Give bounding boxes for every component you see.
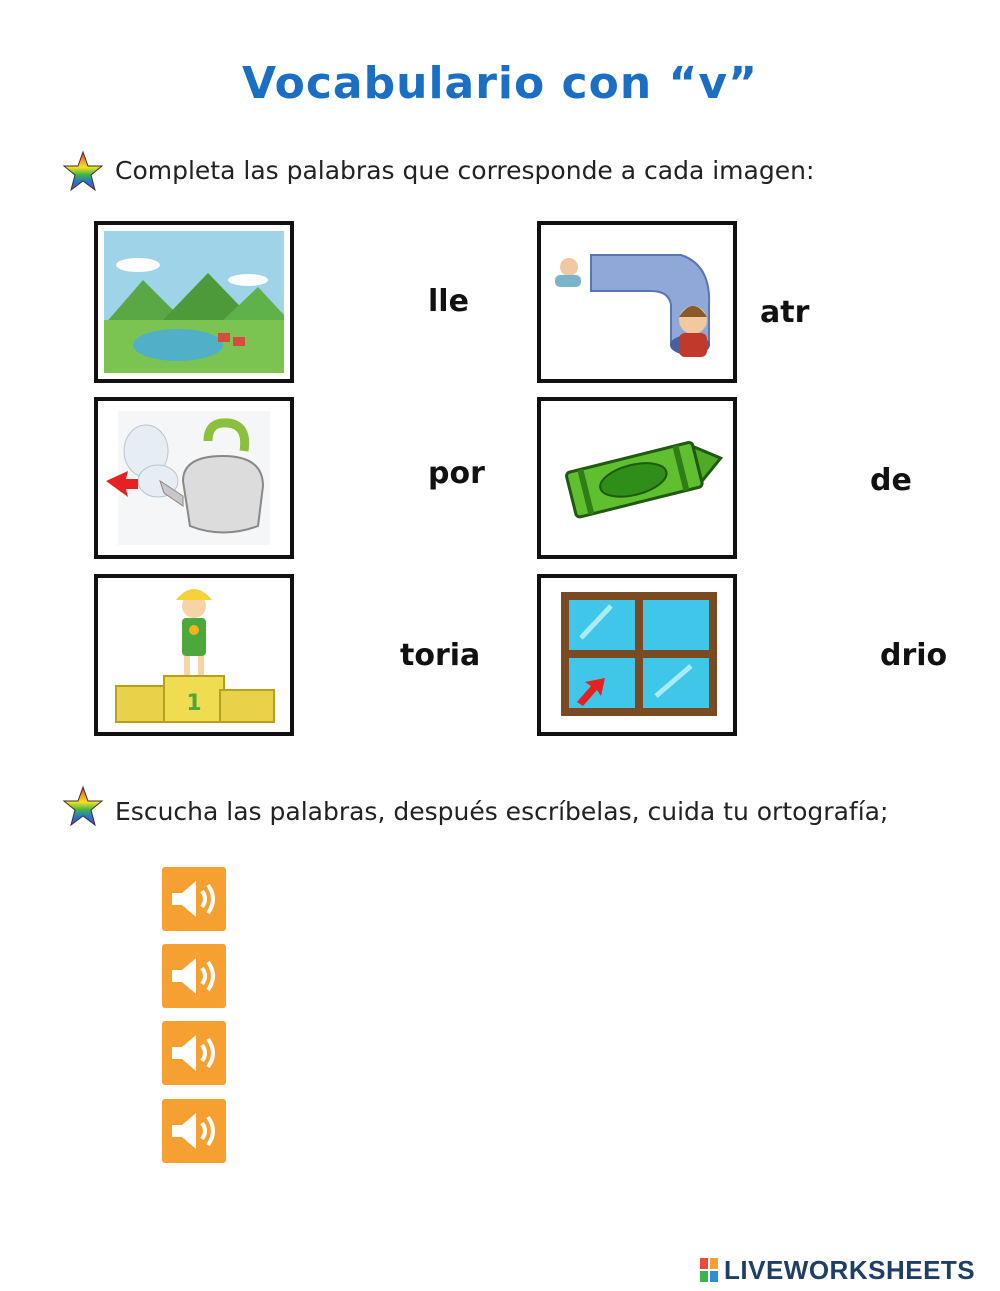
steaming-kettle-icon bbox=[98, 401, 290, 555]
audio-button-4[interactable] bbox=[162, 1099, 226, 1163]
image-card-valley bbox=[94, 221, 294, 383]
word-fragment-4: de bbox=[870, 463, 912, 498]
instruction-2: Escucha las palabras, después escríbelas, cuida tu ortografía; bbox=[115, 797, 889, 826]
brand-logo[interactable] bbox=[700, 1252, 975, 1288]
audio-button-3[interactable] bbox=[162, 1021, 226, 1085]
svg-text:1: 1 bbox=[186, 691, 202, 716]
winner-podium-icon bbox=[98, 578, 290, 732]
word-fragment-2: atr bbox=[760, 295, 810, 330]
instruction-1: Completa las palabras que corresponde a cada imagen: bbox=[115, 156, 815, 185]
image-card-kettle bbox=[94, 397, 294, 559]
green-crayon-icon bbox=[541, 401, 733, 555]
audio-button-1[interactable] bbox=[162, 867, 226, 931]
page-title: Vocabulario con “v” bbox=[241, 58, 759, 109]
word-fragment-3: por bbox=[428, 456, 485, 491]
speaker-icon bbox=[162, 944, 226, 1008]
brand-name: LIVEWORKSHEETS bbox=[724, 1254, 976, 1285]
speaker-icon bbox=[162, 1099, 226, 1163]
rainbow-star-icon bbox=[62, 150, 104, 192]
rainbow-star-icon bbox=[62, 785, 104, 827]
speaker-icon bbox=[162, 1021, 226, 1085]
landscape-valley-icon bbox=[98, 225, 290, 379]
image-card-podium bbox=[94, 574, 294, 736]
word-fragment-1: lle bbox=[428, 284, 469, 319]
word-fragment-5: toria bbox=[400, 638, 481, 673]
audio-button-2[interactable] bbox=[162, 944, 226, 1008]
play-tunnel-icon bbox=[541, 225, 733, 379]
image-card-crayon bbox=[537, 397, 737, 559]
word-fragment-6: drio bbox=[880, 638, 948, 673]
brand-logo-icon bbox=[700, 1258, 718, 1282]
window-glass-icon bbox=[541, 578, 733, 732]
image-card-tunnel bbox=[537, 221, 737, 383]
speaker-icon bbox=[162, 867, 226, 931]
image-card-window bbox=[537, 574, 737, 736]
